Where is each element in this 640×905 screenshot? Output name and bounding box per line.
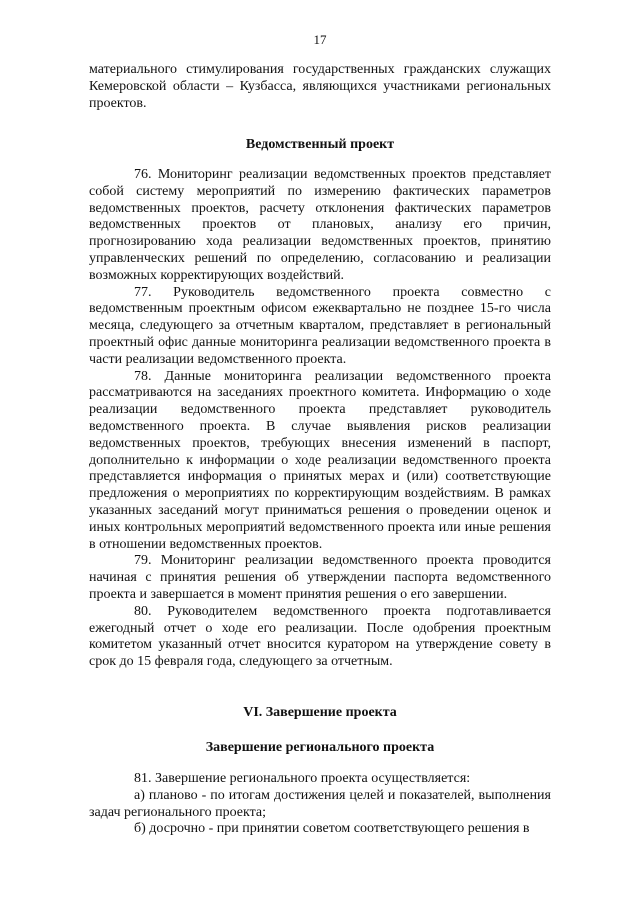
paragraph-79: 79. Мониторинг реализации ведомственного проекта проводится начиная с принятия решения об утверждении паспорта ведомственного проекта и завершается в момент принятия решения о его завершении.: [89, 553, 551, 602]
intro-paragraph: материального стимулирования государственных гражданских служащих Кемеровской области – Кузбасса, являющихся участниками региональных проектов.: [89, 62, 551, 111]
completion-body: [89, 771, 551, 838]
item-a: а) планово - по итогам достижения целей и показателей, выполнения задач регионального проекта;: [89, 787, 551, 820]
paragraph-76: 76. Мониторинг реализации ведомственных проектов представляет собой систему мероприятий по измерению фактических параметров ведомственных проектов, расчету отклонения фактических параметров ведомственных проектов от плановых, анализу его причин, прогнозированию хода реализации ведомственных проектов, принятию управленческих решений по определению, согласованию и реализации возможных корректирующих воздействий.: [89, 167, 551, 283]
section-heading-departmental: Ведомственный проект: [245, 137, 395, 152]
chapter-heading: VI. Завершение проекта: [243, 705, 397, 720]
item-b: б) досрочно - при принятии советом соответствующего решения в: [134, 821, 530, 837]
subsection-heading: Завершение регионального проекта: [205, 740, 435, 755]
page-number: 17: [313, 32, 327, 47]
paragraph-77: 77. Руководитель ведомственного проекта совместно с ведомственным проектным офисом ежеквартально не позднее 15-го числа месяца, следующего за отчетным кварталом, представляет в региональный проектный офис данные мониторинга реализации ведомственного проекта в части реализации ведомственного проекта.: [89, 284, 551, 367]
paragraph-80: 80. Руководителем ведомственного проекта подготавливается ежегодный отчет о ходе его реализации. После одобрения проектным комитетом указанный отчет вносится куратором на утверждение совету в срок до 15 февраля года, следующего за отчетным.: [89, 603, 551, 670]
intro-block: [89, 62, 551, 112]
paragraph-78: 78. Данные мониторинга реализации ведомственного проекта рассматриваются на заседаниях проектного комитета. Информацию о ходе реализации ведомственного проекта представляет руководитель ведомственного проекта. В случае выявления рисков реализации ведомственных проектов, требующих внесения изменений в паспорт, дополнительно к информации о ходе реализации ведомственного проекта представляется информация о принятых мерах и (или) соответствующие предложения о мероприятиях по корректирующим воздействиям. В рамках указанных заседаний могут приниматься решения о проведении оценок и иных контрольных мероприятий ведомственного проекта или иные решения в отношении ведомственных проектов.: [89, 368, 551, 552]
paragraph-81: 81. Завершение регионального проекта осуществляется:: [134, 771, 471, 786]
departmental-body: [89, 167, 551, 671]
